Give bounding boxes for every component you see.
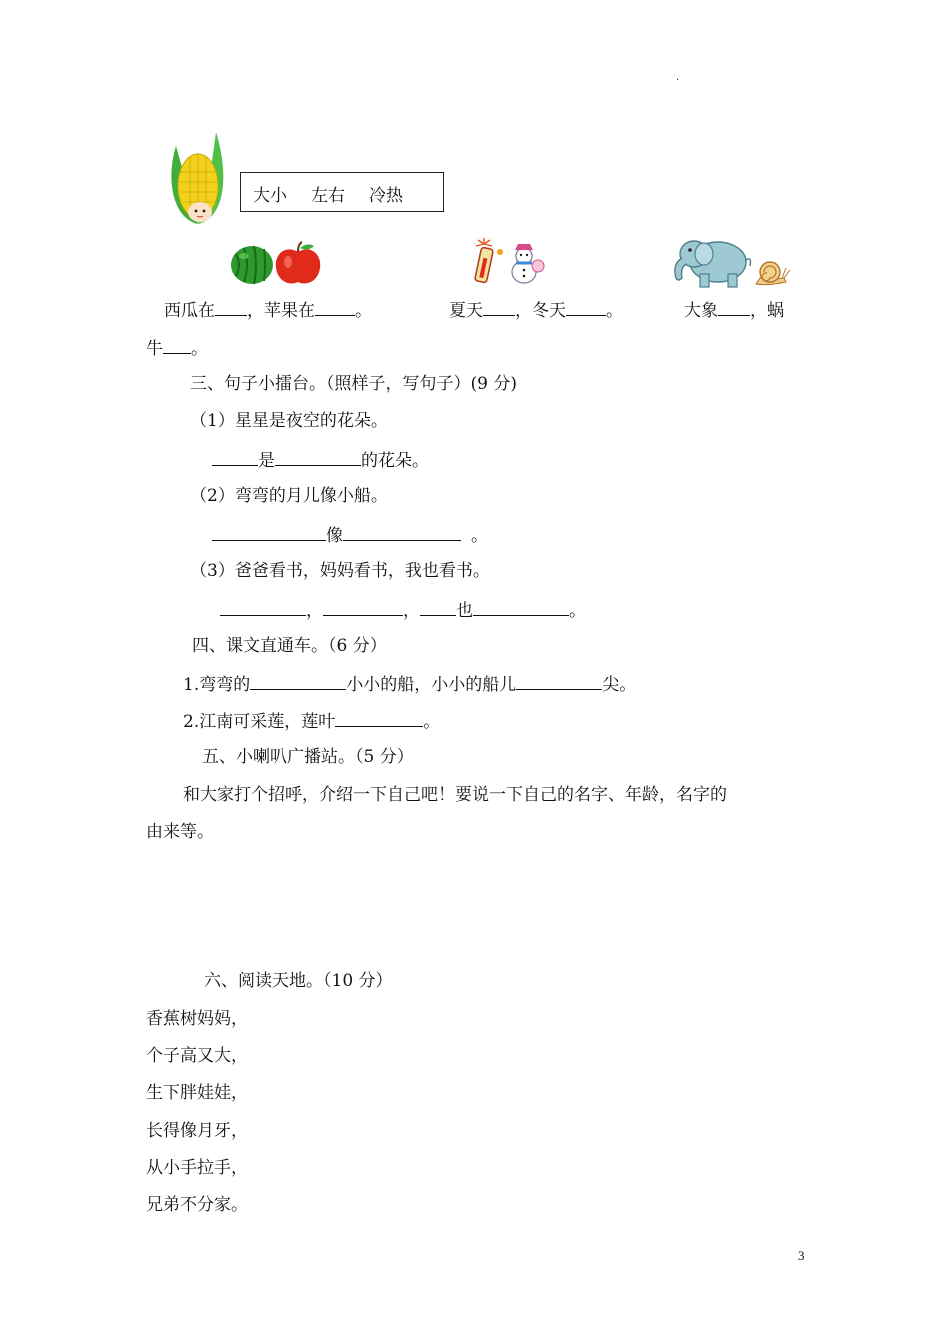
section-6-title: 六、阅读天地。（10 分）	[204, 971, 393, 991]
animals-sentence-cont: 牛 。	[146, 335, 208, 361]
text-line-2: 2.江南可采莲，莲叶 。	[183, 708, 440, 734]
blank-line2[interactable]	[335, 708, 423, 727]
seasons-sentence: 夏天 ，冬天 。	[449, 297, 623, 323]
blank-ex1-b[interactable]	[275, 447, 361, 466]
text-line-1: 1.弯弯的 小小的船，小小的船儿 尖。	[183, 671, 636, 697]
blank-apple[interactable]	[315, 297, 355, 316]
poem-line: 生下胖娃娃，	[146, 1083, 248, 1103]
example-3: （3）爸爸看书，妈妈看书，我也看书。	[190, 561, 490, 581]
example-2: （2）弯弯的月儿像小船。	[190, 486, 388, 506]
blank-snail[interactable]	[163, 335, 191, 354]
blank-ex3-a[interactable]	[220, 597, 306, 616]
exercise-2: 像 。	[212, 522, 488, 548]
poem-line: 从小手拉手，	[146, 1158, 248, 1178]
example-1: （1）星星是夜空的花朵。	[190, 411, 388, 431]
exercise-3: ， ， 也 。	[220, 597, 586, 623]
blank-line1-b[interactable]	[516, 671, 602, 690]
watermelon-apple-sentence: 西瓜在 ，苹果在 。	[164, 297, 372, 323]
blank-ex3-b[interactable]	[323, 597, 403, 616]
section-5-title: 五、小喇叭广播站。（5 分）	[202, 747, 414, 767]
poem-line: 香蕉树妈妈，	[146, 1009, 248, 1029]
page-number: 3	[798, 1248, 805, 1263]
blank-ex2-a[interactable]	[212, 522, 326, 541]
section-5-paragraph-1: 和大家打个招呼，介绍一下自己吧！要说一下自己的名字、年龄，名字的	[183, 785, 727, 805]
blank-summer[interactable]	[483, 297, 515, 316]
word-3: 冷热	[369, 186, 403, 206]
elephant-snail-icon	[668, 234, 792, 290]
blank-winter[interactable]	[566, 297, 606, 316]
poem-line: 个子高又大，	[146, 1046, 248, 1066]
blank-elephant[interactable]	[718, 297, 750, 316]
corn-mascot-icon	[164, 128, 232, 230]
summer-winter-icon	[470, 236, 546, 288]
watermelon-apple-icon	[228, 240, 322, 286]
blank-ex3-d[interactable]	[473, 597, 569, 616]
section-5-paragraph-2: 由来等。	[146, 822, 214, 842]
poem-line: 兄弟不分家。	[146, 1195, 248, 1215]
blank-line1-a[interactable]	[250, 671, 346, 690]
section-3-title: 三、句子小擂台。（照样子，写句子）(9 分)	[190, 374, 517, 394]
word-2: 左右	[311, 186, 345, 206]
blank-watermelon[interactable]	[215, 297, 247, 316]
section-4-title: 四、课文直通车。（6 分）	[192, 636, 387, 656]
blank-ex3-c[interactable]	[420, 597, 456, 616]
blank-ex1-a[interactable]	[212, 447, 258, 466]
animals-sentence: 大象 ，蜗	[684, 297, 784, 323]
word-box	[240, 172, 444, 212]
poem-line: 长得像月牙，	[146, 1121, 248, 1141]
blank-ex2-b[interactable]	[343, 522, 461, 541]
header-mark: .	[676, 72, 680, 83]
exercise-1: 是 的花朵。	[212, 447, 429, 473]
word-1: 大小	[253, 186, 287, 206]
